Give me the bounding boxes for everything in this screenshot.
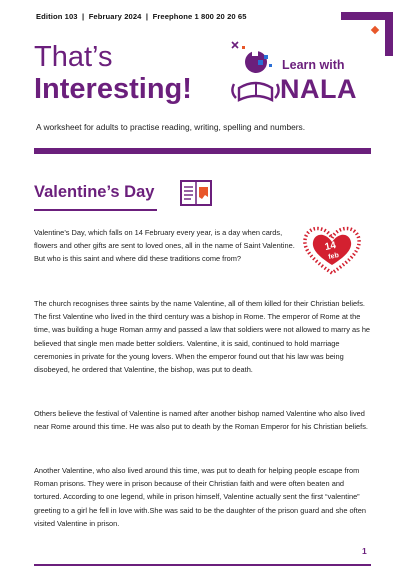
edition-month: February 2024	[88, 12, 142, 21]
title-line-2: Interesting!	[34, 73, 192, 105]
nala-reader-logo-icon	[228, 36, 282, 112]
title-line-1: That’s	[34, 41, 113, 73]
freephone-number: Freephone 1 800 20 20 65	[152, 12, 247, 21]
header-divider	[34, 148, 371, 154]
logo-nala-text: NALA	[280, 74, 357, 104]
section-heading: Valentine’s Day	[34, 183, 155, 201]
heart-date-month: feb	[327, 252, 340, 262]
logo-learn-with: Learn with	[282, 58, 345, 72]
separator: |	[141, 12, 153, 21]
edition-number: Edition 103	[36, 12, 78, 21]
heart-date-day: 14	[323, 240, 338, 254]
footer-rule	[34, 564, 371, 566]
paragraph-intro: Valentine’s Day, which falls on 14 February every year, is a day when cards, flowers and other gifts are sent to loved ones, all in the name of Saint Valentine. But who is this saint and where did these traditions come from?	[34, 228, 295, 264]
open-book-icon	[178, 178, 214, 208]
paragraph-third-valentine: Another Valentine, who also lived around this time, was put to death for helping people escape from Roman prisons. They were in prison because of their Christian faith and were often beaten and tortured. According to one legend, while in prison himself, Valentine actually sent the first “valentine” greeting to a girl he fell in love with.She was said to be the daughter of the prison guard and she often visited Valentine in prison.	[34, 466, 366, 528]
heading-underline	[34, 209, 157, 211]
paragraph-second-valentine: Others believe the festival of Valentine is named after another bishop named Valentine who also lived near Rome around this time. He was also put to death by the Roman Emperor for his Christian beliefs.	[34, 409, 368, 432]
page-title	[34, 41, 192, 105]
worksheet-subtitle: A worksheet for adults to practise reading, writing, spelling and numbers.	[36, 122, 306, 132]
heart-calendar-icon	[301, 225, 363, 277]
separator: |	[77, 12, 89, 21]
paragraph-first-valentine: The church recognises three saints by the name Valentine, all of them killed for their Christian beliefs. The first Valentine who lived in the third century was a bishop in Rome. The emperor of Rome at the time, was building a huge Roman army and passed a law that soldiers were not allowed to marry as he believed that single men made better soldiers. Valentine, it is said, continued to hold marriage ceremonies in private for the young lovers. When the emperor found out that his law was being disobeyed, he ordered that Valentine, the bishop, was put to death.	[34, 299, 371, 375]
nala-logo	[228, 36, 378, 112]
page-number: 1	[362, 546, 367, 556]
